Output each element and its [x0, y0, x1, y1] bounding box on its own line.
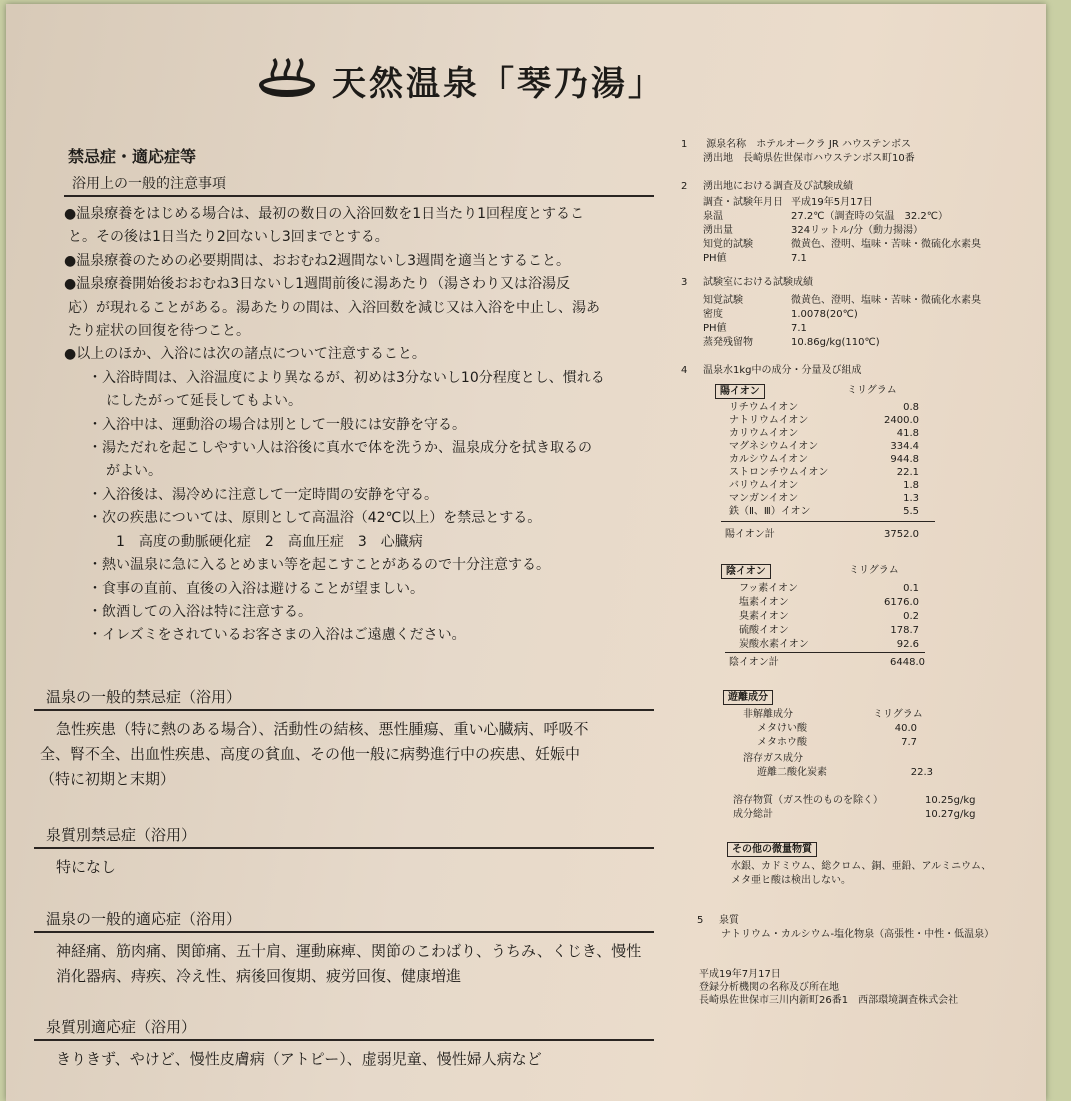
cation-row: ナトリウムイオン 2400.0	[729, 415, 919, 426]
footer-date: 平成19年7月17日	[699, 969, 781, 980]
precaution-line: 応）が現れることがある。湯あたりの間は、入浴回数を減じ又は入浴を中止し、湯あ	[68, 299, 600, 316]
anion-header: 陰イオン ミリグラム	[721, 564, 771, 579]
indic-general-line: 消化器病、痔疾、冷え性、病後回復期、疲労回復、健康増進	[56, 967, 462, 985]
nondiss-header: 非解離成分 ミリグラム	[743, 709, 923, 720]
location-value: 長崎県佐世保市ハウステンボス町10番	[743, 153, 915, 164]
spring-type-title: 5 泉質	[697, 915, 739, 926]
onsite-test-title: 2 湧出地における調査及び試験成績	[681, 181, 853, 192]
indic-specific-line: きりきず、やけど、慢性皮膚病（アトピー）、虚弱児童、慢性婦人病など	[56, 1050, 542, 1068]
precaution-sub-line: がよい。	[106, 463, 162, 480]
cation-divider	[721, 521, 935, 522]
trace-header: その他の微量物質	[727, 842, 817, 857]
precaution-line: ●温泉療養をはじめる場合は、最初の数日の入浴回数を1日当たり1回程度とするこ	[64, 206, 585, 222]
indic-general-section	[34, 908, 654, 989]
cation-total: 陽イオン計 3752.0	[725, 529, 919, 540]
contra-specific-line: 特になし	[56, 858, 117, 876]
trace-line: 水銀、カドミウム、総クロム、銅、亜鉛、アルミニウム、	[731, 861, 992, 872]
indic-general-line: 神経痛、筋肉痛、関節痛、五十肩、運動麻痺、関節のこわばり、うちみ、くじき、慢性	[56, 942, 642, 960]
page-title: 天然温泉「琴乃湯」	[332, 63, 665, 104]
left-column	[40, 144, 654, 1068]
precaution-line: ●以上のほか、入浴には次の諸点について注意すること。	[64, 346, 426, 363]
contra-specific-section	[34, 824, 654, 880]
source-label: 源泉名称	[706, 139, 747, 150]
precaution-sub-line: ・イレズミをされているお客さまの入浴はご遠慮ください。	[88, 627, 466, 644]
precaution-line: と。その後は1日当たり2回ないし3回までとする。	[68, 229, 389, 246]
precaution-line: ●温泉療養開始後おおむね3日ないし1週間前後に湯あたり（湯さわり又は浴湯反	[64, 276, 571, 293]
free-components-header: 遊離成分	[723, 690, 773, 705]
contra-general-section	[34, 686, 654, 792]
footer-line: 長崎県佐世保市三川内新町26番1 西部環境調査株式会社	[699, 995, 959, 1006]
precautions-title: 浴用上の一般的注意事項	[64, 173, 654, 197]
location-label: 湧出地	[703, 153, 733, 164]
cation-row: カリウムイオン 41.8	[729, 428, 919, 439]
contra-general-line: 全、腎不全、出血性疾患、高度の貧血、その他一般に病勢進行中の疾患、妊娠中	[40, 745, 581, 763]
notice-board	[6, 4, 1046, 1101]
cation-row: 鉄（Ⅱ、Ⅲ）イオン 5.5	[729, 506, 919, 517]
contra-general-line: 急性疾患（特に熱のある場合）、活動性の結核、悪性腫瘍、重い心臓病、呼吸不	[56, 720, 589, 738]
precaution-line: ●温泉療養のための必要期間は、おおむね2週間ないし3週間を適当とすること。	[64, 252, 571, 269]
lab-test-table: 知覚試験 微黄色、澄明、塩味・苦味・微硫化水素臭 密度 1.0078(20℃) PH値 7.1 蒸発残留物 10.86g/kg(110℃)	[703, 295, 981, 348]
footer-line: 登録分析機関の名称及び所在地	[699, 982, 839, 993]
precaution-sub-line: ・飲酒しての入浴は特に注意する。	[88, 603, 312, 620]
precaution-sub-line: ・入浴時間は、入浴温度により異なるが、初めは3分ないし10分程度とし、慣れる	[88, 369, 605, 386]
anion-row: 臭素イオン 0.2	[739, 611, 919, 622]
total-row: 成分総計 10.27g/kg	[733, 809, 976, 820]
dissolved-row: 溶存物質（ガス性のものを除く） 10.25g/kg	[733, 795, 976, 806]
precaution-sub-line: ・食事の直前、直後の入浴は避けることが望ましい。	[88, 580, 424, 597]
nondiss-row: メタホウ酸 7.7	[757, 737, 917, 748]
anion-total: 陰イオン計 6448.0	[729, 657, 925, 668]
indic-specific-section	[34, 1016, 654, 1072]
onsite-test-table: 調査・試験年月日 平成19年5月17日 泉温 27.2℃（調査時の気温 32.2℃） 湧出量 324リットル/分（動力揚湯） 知覚的試験 微黄色、澄明、塩味・苦味・微硫化水素臭 PH値 7.1	[703, 197, 981, 264]
contra-general-title: 温泉の一般的禁忌症（浴用）	[34, 686, 654, 711]
cation-row: ストロンチウムイオン 22.1	[729, 467, 919, 478]
contra-specific-title: 泉質別禁忌症（浴用）	[34, 824, 654, 849]
section-heading: 禁忌症・適応症等	[68, 147, 197, 166]
composition-title: 4 温泉水1kg中の成分・分量及び組成	[681, 365, 862, 376]
precaution-sub-line: ・入浴後は、湯冷めに注意して一定時間の安静を守る。	[88, 486, 438, 503]
trace-line: メタ亜ヒ酸は検出しない。	[731, 875, 851, 886]
cation-row: マグネシウムイオン 334.4	[729, 441, 919, 452]
indic-specific-title: 泉質別適応症（浴用）	[34, 1016, 654, 1041]
source-info: 1 源泉名称 ホテルオークラ JR ハウステンボス 湧出地 長崎県佐世保市ハウステンボス町10番	[681, 139, 915, 164]
cation-row: マンガンイオン 1.3	[729, 493, 919, 504]
title-area	[256, 50, 665, 110]
anion-divider	[725, 652, 925, 653]
nondiss-row: メタけい酸 40.0	[757, 723, 917, 734]
anion-row: 塩素イオン 6176.0	[739, 597, 919, 608]
precaution-sub-line: ・熱い温泉に急に入るとめまい等を起こすことがあるので十分注意する。	[88, 557, 550, 574]
cation-row: バリウムイオン 1.8	[729, 480, 919, 491]
cation-header: 陽イオン ミリグラム	[715, 384, 765, 399]
gas-row: 遊離二酸化炭素 22.3	[757, 767, 933, 778]
lab-test-title: 3 試験室における試験成績	[681, 277, 813, 288]
precaution-sub-line: 1 高度の動脈硬化症 2 高血圧症 3 心臓病	[102, 533, 423, 550]
anion-row: 硫酸イオン 178.7	[739, 625, 919, 636]
precautions-list	[64, 203, 654, 648]
cation-row: カルシウムイオン 944.8	[729, 454, 919, 465]
gas-header: 溶存ガス成分	[743, 753, 803, 764]
anion-row: 炭酸水素イオン 92.6	[739, 639, 919, 650]
precaution-sub-line: ・湯ただれを起こしやすい人は浴後に真水で体を洗うか、温泉成分を拭き取るの	[88, 440, 592, 457]
contra-general-line: （特に初期と末期）	[40, 770, 176, 788]
anion-row: フッ素イオン 0.1	[739, 583, 919, 594]
cation-row: リチウムイオン 0.8	[729, 402, 919, 413]
spring-type-value: ナトリウム・カルシウム-塩化物泉（高張性・中性・低温泉）	[721, 929, 995, 940]
precaution-sub-line: ・次の疾患については、原則として高温浴（42℃以上）を禁忌とする。	[88, 510, 542, 527]
precaution-sub-line: にしたがって延長してもよい。	[106, 393, 302, 410]
indic-general-title: 温泉の一般的適応症（浴用）	[34, 908, 654, 933]
source-value: ホテルオークラ JR ハウステンボス	[756, 139, 911, 150]
precaution-line: たり症状の回復を待つこと。	[68, 323, 250, 340]
hot-spring-icon	[256, 55, 318, 105]
precaution-sub-line: ・入浴中は、運動浴の場合は別として一般には安静を守る。	[88, 416, 466, 433]
